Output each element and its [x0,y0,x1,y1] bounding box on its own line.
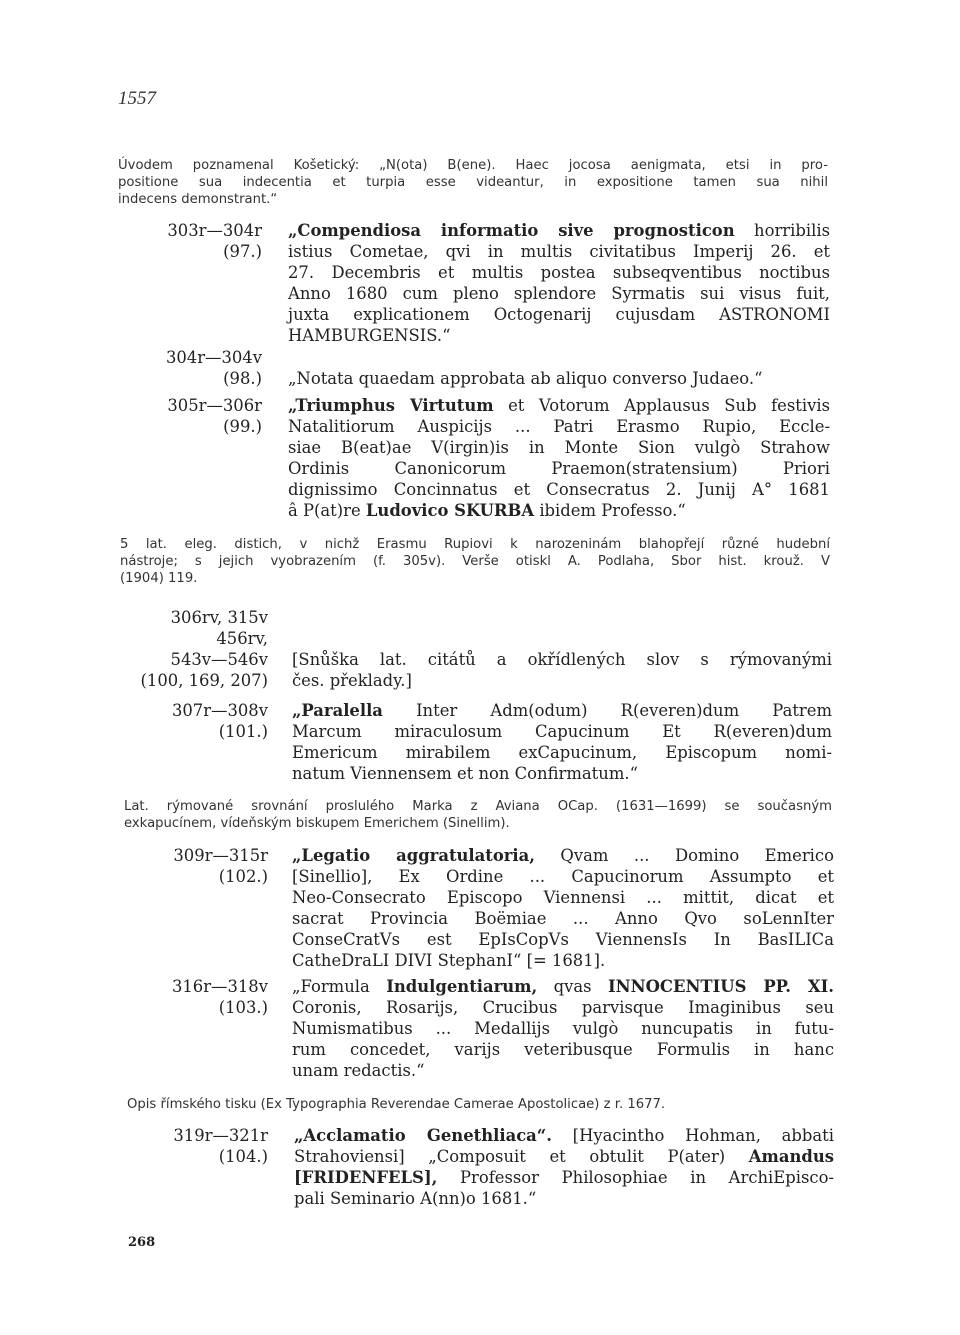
note-line: 5 lat. eleg. distich, v nichž Erasmu Rupiovi k narozeninám blahopřejí různé hudební [120,537,830,552]
page-number: 268 [128,1235,156,1250]
entry-line: čes. překlady.] [292,671,412,690]
entry-line: dignissimo Concinnatus et Consecratus 2. Junij A° 1681 [288,480,830,499]
folio-range: 319r—321r [173,1126,268,1145]
entry-line: „Notata quaedam approbata ab aliquo converso Judaeo.“ [288,369,763,388]
entry-line: 27. Decembris et multis postea subseqventibus noctibus [288,263,830,282]
entry-line: sacrat Provincia Boëmiae ... Anno Qvo soLennIter [292,909,834,928]
folio-range: 303r—304r [167,221,262,240]
entry-text-run: horribilis [734,221,830,240]
entry-line: rum concedet, varijs veteribusque Formulis in hanc [292,1040,834,1059]
entry-text-run: [Hyacintho Hohman, abbati [551,1126,835,1145]
entry-note-99 [120,536,830,587]
entry-title: „Compendiosa informatio sive prognosticon [288,221,735,240]
note-line: nástroje; s jejich vyobrazením (f. 305v). Verše otiskl A. Podlaha, Sbor hist. krouž. V [120,554,830,569]
entry-line: [Snůška lat. citátů a okřídlených slov s rýmovanými [292,650,832,669]
entry-text [292,845,834,971]
entry-text [292,649,832,691]
entry-note-101 [124,798,832,832]
entry-title: „Paralella [292,701,383,720]
entry-line: CatheDraLI DIVI StephanI“ [= 1681]. [292,951,606,970]
entry-text-run: â P(at)re [288,501,366,520]
entry-text-run: Strahoviensi] „Composuit et obtulit P(ater) [294,1147,749,1166]
entry-line: Neo-Consecrato Episcopo Viennensi ... mittit, dicat et [292,888,834,907]
author-name: [FRIDENFELS], [294,1168,438,1187]
folio-range: 304r—304v [165,348,262,367]
entry-line: [Sinellio], Ex Ordine ... Capucinorum Assumpto et [292,867,834,886]
entry-number: (100, 169, 207) [140,671,268,690]
entry-line: Anno 1680 cum pleno splendore Syrmatis sui visus fuit, [288,284,830,303]
entry-number: (102.) [218,867,268,886]
entry-note-103 [127,1096,827,1113]
folio-range: 316r—318v [171,977,268,996]
entry-line: HAMBURGENSIS.“ [288,326,451,345]
note-line: Lat. rýmované srovnání proslulého Marka z Aviana OCap. (1631—1699) se současným [124,799,832,814]
folio-reference [150,700,268,742]
entry-number: (104.) [218,1147,268,1166]
folio-range: 307r—308v [171,701,268,720]
entry-line: Numismatibus ... Medallijs vulgò nuncupatis in futu- [292,1019,834,1038]
entry-text [288,395,830,521]
entry-number: (98.) [223,369,262,388]
folio-range: 306rv, 315v [170,608,268,627]
entry-line [288,220,830,241]
entry-line [288,395,830,416]
entry-line: unam redactis.“ [292,1061,425,1080]
entry-line [288,500,830,521]
entry-line: juxta explicationem Octogenarij cujusdam ASTRONOMI [288,305,830,324]
note-line: positione sua indecentia et turpia esse videantur, in expositione tamen sua nihil [118,175,828,190]
folio-reference [150,395,262,437]
entry-text [294,1125,834,1209]
entry-title: „Acclamatio Genethliaca“. [294,1126,552,1145]
entry-number: (103.) [218,998,268,1017]
entry-text-run: ibidem Professo.“ [534,501,686,520]
entry-text [288,368,830,389]
entry-line [292,845,834,866]
note-line: Úvodem poznamenal Košetický: „N(ota) B(ene). Haec jocosa aenigmata, etsi in pro- [118,158,828,173]
entry-line: Natalitiorum Auspicijs ... Patri Erasmo Rupio, Eccle- [288,417,830,436]
intro-note [118,157,828,208]
entry-number: (101.) [218,722,268,741]
entry-title: Indulgentiarum, [386,977,538,996]
entry-line: istius Cometae, qvi in multis civitatibus Imperij 26. et [288,242,830,261]
entry-text-run: „Formula [292,977,387,996]
entry-line [292,976,834,997]
entry-text [288,220,830,346]
folio-reference [120,607,268,691]
pope-name: INNOCENTIUS PP. XI. [608,977,834,996]
page-header-year: 1557 [118,88,156,109]
entry-line: Ordinis Canonicorum Praemon(stratensium) Priori [288,459,830,478]
folio-reference [150,347,262,389]
note-line: exkapucínem, vídeňským biskupem Emerichem (Sinellim). [124,816,510,831]
entry-line: natum Viennensem et non Confirmatum.“ [292,764,638,783]
entry-line: siae B(eat)ae V(irgin)is in Monte Sion vulgò Strahow [288,438,830,457]
folio-reference [150,1125,268,1167]
folio-reference [150,976,268,1018]
entry-line: Marcum miraculosum Capucinum Et R(everen)dum [292,722,832,741]
folio-reference [150,220,262,262]
entry-text-run: Inter Adm(odum) R(everen)dum Patrem [382,701,832,720]
entry-line: pali Seminario A(nn)o 1681.“ [294,1189,537,1208]
entry-line [292,700,832,721]
entry-text [292,976,834,1081]
entry-line [294,1125,834,1146]
entry-line: ConseCratVs est EpIsCopVs ViennensIs In BasILICa [292,930,834,949]
entry-text-run: Professor Philosophiae in ArchiEpisco- [437,1168,834,1187]
folio-range: 305r—306r [167,396,262,415]
entry-line: Coronis, Rosarijs, Crucibus parvisque Imaginibus seu [292,998,834,1017]
entry-number: (97.) [223,242,262,261]
entry-text [292,700,832,784]
folio-range: 456rv, [216,629,268,648]
author-name: Amandus [748,1147,834,1166]
note-line: (1904) 119. [120,571,198,586]
author-name: Ludovico SKURBA [365,501,535,520]
folio-reference [150,845,268,887]
entry-line: Emericum mirabilem exCapucinum, Episcopum nomi- [292,743,832,762]
entry-title: „Legatio aggratulatoria, [292,846,535,865]
folio-range: 309r—315r [173,846,268,865]
note-line: Opis římského tisku (Ex Typographia Reverendae Camerae Apostolicae) z r. 1677. [127,1097,666,1112]
entry-number: (99.) [223,417,262,436]
entry-text-run: qvas [537,977,608,996]
entry-text-run: et Votorum Applausus Sub festivis [493,396,830,415]
folio-range: 543v—546v [170,650,268,669]
entry-line [294,1167,834,1188]
note-line: indecens demonstrant.“ [118,192,278,207]
entry-title: „Triumphus Virtutum [288,396,494,415]
entry-line [294,1146,834,1167]
entry-text-run: Qvam ... Domino Emerico [534,846,834,865]
